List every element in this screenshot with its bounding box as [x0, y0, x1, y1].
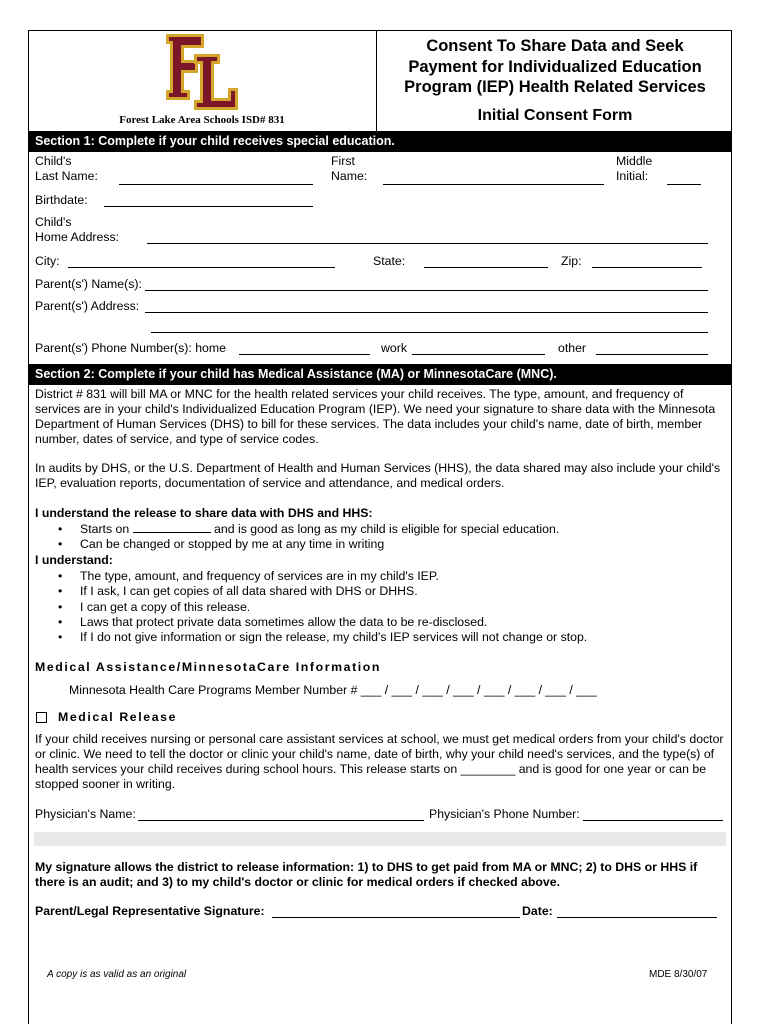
city-label: City: — [35, 254, 60, 268]
district-name: Forest Lake Area Schools ISD# 831 — [119, 114, 285, 126]
middle-initial-label — [616, 154, 652, 184]
form-code: MDE 8/30/07 — [649, 969, 708, 980]
physician-phone-label: Physician's Phone Number: — [429, 807, 580, 821]
parents-address-field-line2[interactable] — [151, 319, 708, 333]
date-field[interactable] — [557, 904, 717, 918]
medical-release-checkbox[interactable] — [36, 712, 47, 723]
list-item — [58, 630, 587, 645]
form-title-line: Program (IEP) Health Related Services — [404, 78, 706, 96]
bullet: • — [58, 614, 63, 629]
bullet-text: Can be changed or stopped by me at any time in writing — [80, 537, 385, 552]
home-address-label — [35, 215, 119, 245]
zip-label: Zip: — [561, 254, 582, 268]
section-2-bar: Section 2: Complete if your child has Medical Assistance (MA) or MinnesotaCare (MNC). — [28, 364, 732, 385]
logo-cell — [28, 30, 376, 131]
bullet-text: Starts on — [80, 522, 133, 536]
audit-paragraph: In audits by DHS, or the U.S. Department of Health and Human Services (HHS), the data shared may also include your child's IEP, evaluation reports, documentation of service and attendance, and medical orders. — [35, 461, 721, 490]
release-start-date-field[interactable] — [133, 522, 211, 533]
phone-other-label: other — [558, 341, 587, 355]
physician-name-field[interactable] — [138, 807, 424, 821]
form-subtitle: Initial Consent Form — [477, 107, 633, 124]
district-logo — [164, 32, 240, 112]
parents-address-field[interactable] — [145, 299, 708, 313]
signature-field[interactable] — [272, 904, 520, 918]
medical-release-heading: Medical Release — [58, 710, 178, 724]
zip-field[interactable] — [592, 254, 702, 268]
form-header — [28, 30, 732, 131]
bullet-text: Laws that protect private data sometimes allow the data to be re-disclosed. — [80, 614, 488, 629]
bullet-text: I can get a copy of this release. — [80, 599, 251, 614]
parents-address-label: Parent(s') Address: — [35, 299, 140, 313]
bullet: • — [58, 522, 63, 536]
first-name-field[interactable] — [383, 171, 604, 185]
signature-label: Parent/Legal Representative Signature: — [35, 904, 265, 918]
parents-name-label: Parent(s') Name(s): — [35, 277, 142, 291]
billing-paragraph: District # 831 will bill MA or MNC for the health related services your child receives. The type, amount, and frequency of services are in your child's Individualized Education Program (IEP). We need your signature to share data with the Minnesota Department of Human Services (DHS) to bill for these services. The data includes your child's name, date of birth, member number, dates of service, and type of service codes. — [35, 387, 716, 446]
list-item — [58, 584, 587, 599]
phone-other-field[interactable] — [596, 341, 708, 355]
phone-home-label: Parent(s') Phone Number(s): home — [35, 341, 226, 355]
label-line: Child's — [35, 215, 72, 229]
phone-home-field[interactable] — [239, 341, 370, 355]
middle-initial-field[interactable] — [667, 171, 701, 185]
signature-statement: My signature allows the district to release information: 1) to DHS to get paid from MA or MNC; 2) to DHS or HHS if there is an audit; and 3) to my child's doctor or clinic for medical orders if checked above. — [35, 860, 698, 889]
bullet: • — [58, 599, 63, 614]
city-field[interactable] — [68, 254, 335, 268]
list-item — [58, 615, 587, 630]
last-name-label — [35, 154, 98, 184]
first-name-label — [331, 154, 367, 184]
title-cell — [376, 30, 732, 131]
form-title-line: Payment for Individualized Education — [408, 57, 702, 76]
bullet-text: If I ask, I can get copies of all data shared with DHS or DHHS. — [80, 584, 418, 599]
bullet: • — [58, 630, 63, 645]
understand-heading: I understand: — [35, 553, 113, 567]
list-item — [58, 600, 587, 615]
birthdate-label: Birthdate: — [35, 193, 88, 207]
bullet: • — [58, 569, 63, 583]
phone-work-label: work — [381, 341, 407, 355]
label-line: Name: — [331, 169, 368, 183]
last-name-field[interactable] — [119, 171, 313, 185]
label-line: Child's — [35, 154, 72, 168]
state-field[interactable] — [424, 254, 548, 268]
parents-name-field[interactable] — [145, 277, 708, 291]
physician-name-label: Physician's Name: — [35, 807, 136, 821]
home-address-field[interactable] — [147, 230, 708, 244]
date-label: Date: — [522, 904, 553, 918]
bullet-text: If I do not give information or sign the release, my child's IEP services will not change or stop. — [80, 630, 588, 645]
form-title-line: Consent To Share Data and Seek — [426, 37, 684, 55]
label-line: Last Name: — [35, 169, 98, 183]
list-item — [58, 537, 559, 552]
birthdate-field[interactable] — [104, 193, 313, 207]
footer-note: A copy is as valid as an original — [47, 969, 187, 980]
section-1-bar: Section 1: Complete if your child receives special education. — [28, 131, 732, 152]
understand-bullets — [58, 569, 587, 645]
bullet-text: and is good as long as my child is eligible for special education. — [210, 522, 560, 536]
phone-work-field[interactable] — [412, 341, 545, 355]
label-line: Initial: — [616, 169, 649, 183]
list-item — [58, 522, 559, 537]
member-number-label: Minnesota Health Care Programs Member Number # ___ / ___ / ___ / ___ / ___ / ___ / ___ / ___ — [69, 683, 597, 697]
physician-phone-field[interactable] — [583, 807, 723, 821]
label-line: First — [331, 154, 355, 168]
ma-heading: Medical Assistance/MinnesotaCare Information — [35, 660, 382, 674]
release-bullets — [58, 522, 559, 553]
label-line: Home Address: — [35, 230, 120, 244]
state-label: State: — [373, 254, 406, 268]
medical-release-paragraph: If your child receives nursing or personal care assistant services at school, we must get medical orders from your child's doctor or clinic. We need to tell the doctor or clinic your child's name, date of birth, why your child need's services, and the type(s) of health services your child receives during school hours. This release starts on ________ and is good for one year or can be stopped sooner in writing. — [35, 732, 724, 791]
label-line: Middle — [616, 154, 653, 168]
shaded-divider — [34, 832, 726, 846]
bullet: • — [58, 537, 63, 552]
form-title — [377, 36, 733, 98]
bullet: • — [58, 584, 63, 599]
release-heading: I understand the release to share data with DHS and HHS: — [35, 506, 373, 520]
list-item — [58, 569, 587, 584]
bullet-text: The type, amount, and frequency of services are in my child's IEP. — [80, 569, 439, 583]
